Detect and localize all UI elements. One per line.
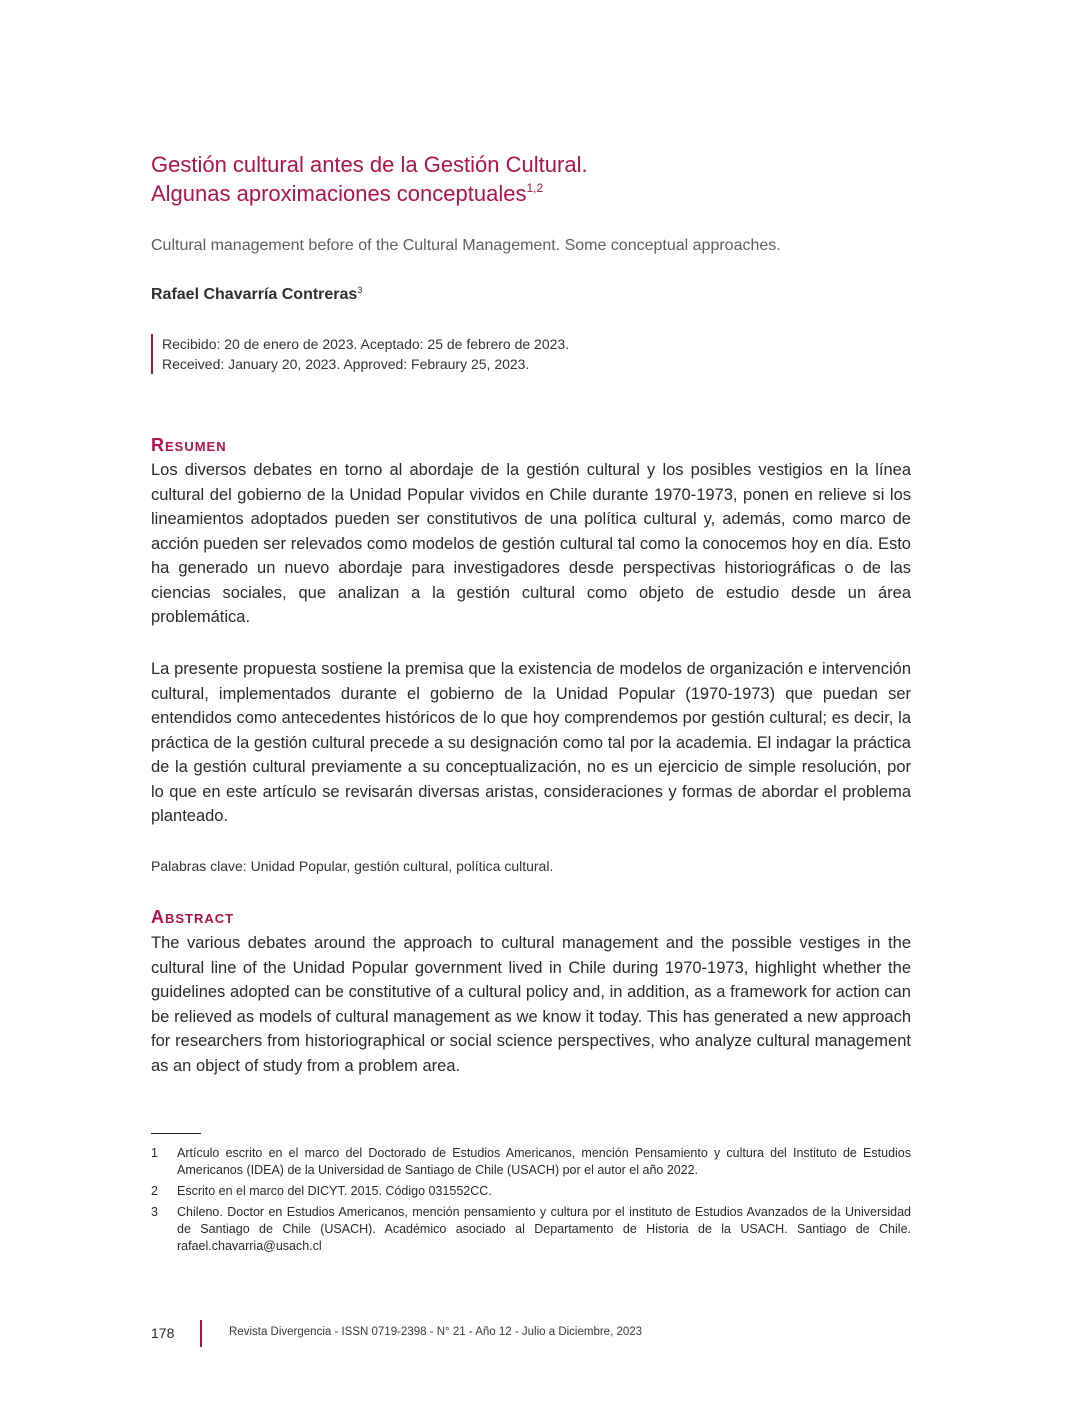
footnote-1-number: 1 bbox=[151, 1146, 158, 1160]
footnote-1 bbox=[151, 1145, 911, 1179]
footnote-2-text: Escrito en el marco del DICYT. 2015. Código 031552CC. bbox=[177, 1184, 492, 1198]
title-line-2 bbox=[151, 179, 951, 208]
footnote-3-text: Chileno. Doctor en Estudios Americanos, mención pensamiento y cultura por el instituto de Estudios Avanzados de la Universidad de Santiago de Chile (USACH). Académico asociado al Departamento de Historia de la USACH. Santiago de Chile. rafael.chavarria@usach.cl bbox=[177, 1205, 911, 1253]
submission-dates bbox=[151, 334, 762, 374]
resumen-heading: Resumen bbox=[151, 435, 227, 455]
author-name bbox=[151, 286, 362, 304]
footnote-2 bbox=[151, 1183, 911, 1200]
footnote-1-text: Artículo escrito en el marco del Doctorado de Estudios Americanos, mención Pensamiento y cultura del Instituto de Estudios Americanos (IDEA) de la Universidad de Santiago de Chile (USACH) por el autor el año 2022. bbox=[177, 1146, 911, 1177]
dates-spanish: Recibido: 20 de enero de 2023. Aceptado: 25 de febrero de 2023. bbox=[162, 336, 570, 352]
journal-info: Revista Divergencia - ISSN 0719-2398 - N° 21 - Año 12 - Julio a Diciembre, 2023 bbox=[229, 1326, 643, 1338]
title-footnote-ref[interactable]: 1,2 bbox=[526, 181, 544, 195]
article-title bbox=[151, 150, 951, 208]
dates-english: Received: January 20, 2023. Approved: Febraury 25, 2023. bbox=[162, 356, 530, 372]
footnote-3 bbox=[151, 1204, 911, 1255]
resumen-paragraph-1: Los diversos debates en torno al abordaje de la gestión cultural y los posibles vestigios en la línea cultural del gobierno de la Unidad Popular vividos en Chile durante 1970-1973, ponen en relieve si los lineamientos adoptados pueden ser constitutivos de una política cultural y, además, como marco de acción pueden ser relevados como modelos de gestión cultural tal como la conocemos hoy en día. Esto ha generado un nuevo abordaje para investigadores desde perspectivas historiográficas o de las ciencias sociales, que analizan a la gestión cultural como objeto de estudio desde un área problemática. bbox=[151, 461, 911, 626]
author-footnote-ref[interactable]: 3 bbox=[357, 285, 363, 295]
author-name-text: Rafael Chavarría Contreras bbox=[151, 286, 358, 303]
footer-divider bbox=[200, 1320, 202, 1347]
title-line-1: Gestión cultural antes de la Gestión Cultural. bbox=[151, 152, 588, 177]
footnote-3-number: 3 bbox=[151, 1205, 158, 1219]
title-line-2-text: Algunas aproximaciones conceptuales bbox=[151, 181, 527, 206]
abstract-paragraph: The various debates around the approach to cultural management and the possible vestiges in the cultural line of the Unidad Popular government lived in Chile during 1970-1973, highlight whether the guidelines adopted can be constitutive of a cultural policy and, in addition, as a framework for action can be relieved as models of cultural management as we know it today. This has generated a new approach for researchers from historiographical or social science perspectives, who analyze cultural management as an object of study from a problem area. bbox=[151, 934, 911, 1075]
resumen-paragraph-2: La presente propuesta sostiene la premisa que la existencia de modelos de organización e intervención cultural, implementados durante el gobierno de la Unidad Popular (1970-1973) que puedan ser entendidos como antecedentes históricos de lo que hoy comprendemos por gestión cultural; es decir, la práctica de la gestión cultural precede a su designación como tal por la academia. El indagar la práctica de la gestión cultural previamente a su conceptualización, no es un ejercicio de simple resolución, por lo que en este artículo se revisarán diversas aristas, consideraciones y formas de abordar el problema planteado. bbox=[151, 660, 911, 825]
english-subtitle: Cultural management before of the Cultural Management. Some conceptual approaches. bbox=[151, 237, 781, 254]
keywords: Palabras clave: Unidad Popular, gestión cultural, política cultural. bbox=[151, 858, 554, 874]
footnote-2-number: 2 bbox=[151, 1184, 158, 1198]
page-number: 178 bbox=[151, 1325, 175, 1341]
abstract-heading: Abstract bbox=[151, 907, 235, 927]
footnote-divider bbox=[151, 1133, 201, 1134]
